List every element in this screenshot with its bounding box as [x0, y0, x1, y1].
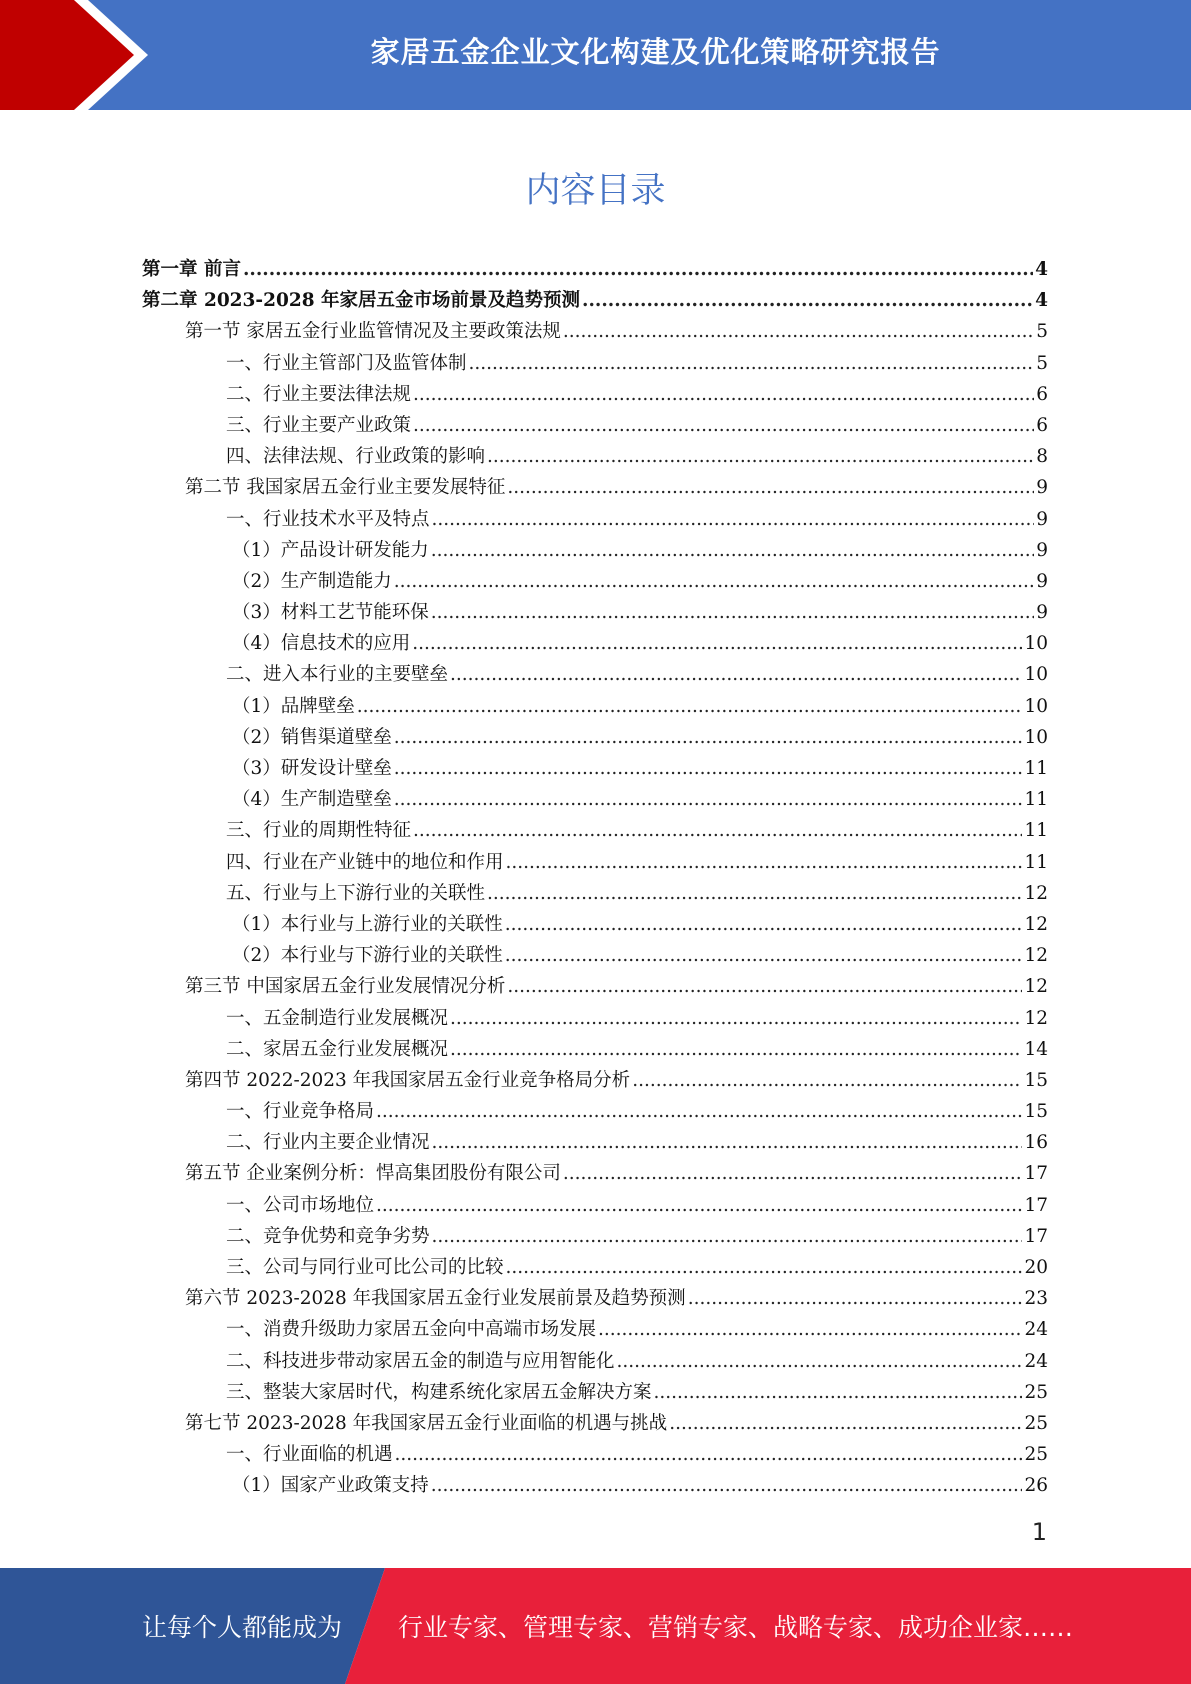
toc-entry-title: 三、行业的周期性特征: [226, 820, 412, 842]
toc-leader-dots: [413, 379, 1034, 410]
toc-leader-dots: [469, 348, 1035, 379]
toc-entry[interactable]: [142, 285, 1048, 316]
toc-entry-title: 第一节 家居五金行业监管情况及主要政策法规: [185, 321, 561, 343]
toc-entry-link[interactable]: [226, 659, 1048, 690]
toc-entry-title: 二、行业内主要企业情况: [226, 1132, 430, 1154]
toc-entry-link[interactable]: [226, 1439, 1048, 1470]
toc-entry-link[interactable]: [232, 691, 1048, 722]
toc-entry[interactable]: [142, 722, 1048, 753]
toc-entry[interactable]: [142, 1034, 1048, 1065]
toc-entry-title: （2）销售渠道壁垒: [232, 726, 392, 748]
toc-entry-link[interactable]: [226, 1377, 1048, 1408]
toc-entry[interactable]: [142, 1252, 1048, 1283]
toc-entry[interactable]: [142, 441, 1048, 472]
toc-entry[interactable]: [142, 597, 1048, 628]
toc-entry[interactable]: [142, 753, 1048, 784]
toc-entry-page: 6: [1036, 414, 1048, 436]
toc-entry-link[interactable]: [142, 285, 1048, 316]
toc-leader-dots: [507, 971, 1022, 1002]
toc-entry-page: 10: [1024, 695, 1048, 717]
toc-entry-title: 二、家居五金行业发展概况: [226, 1038, 449, 1060]
toc-entry-page: 5: [1036, 352, 1048, 374]
toc-entry-page: 16: [1024, 1132, 1048, 1154]
toc-leader-dots: [376, 1096, 1022, 1127]
toc-entry-page: 12: [1024, 1007, 1048, 1029]
header-arrow-decoration: [0, 0, 160, 110]
toc-leader-dots: [450, 1003, 1022, 1034]
toc-entry-link[interactable]: [185, 1283, 1048, 1314]
toc-entry[interactable]: [142, 535, 1048, 566]
toc-entry-page: 4: [1035, 259, 1048, 280]
toc-entry-link[interactable]: [232, 784, 1048, 815]
footer-slogan-left: 让每个人都能成为: [142, 1613, 343, 1642]
toc-entry-link[interactable]: [226, 1314, 1048, 1345]
toc-entry-link[interactable]: [232, 1470, 1048, 1501]
toc-entry-title: 一、消费升级助力家居五金向中高端市场发展: [226, 1319, 597, 1341]
toc-leader-dots: [412, 628, 1022, 659]
toc-entry-page: 25: [1024, 1412, 1048, 1434]
toc-leader-dots: [505, 909, 1023, 940]
toc-entry-title: 四、行业在产业链中的地位和作用: [226, 851, 504, 873]
toc-entry-title: 一、五金制造行业发展概况: [226, 1007, 449, 1029]
footer-slogan-right: 行业专家、管理专家、营销专家、战略专家、成功企业家……: [398, 1613, 1074, 1642]
toc-leader-dots: [632, 1065, 1022, 1096]
toc-entry-page: 15: [1024, 1069, 1048, 1091]
toc-entry-page: 24: [1024, 1319, 1048, 1341]
toc-entry-link[interactable]: [185, 316, 1048, 347]
toc-entry-link[interactable]: [226, 348, 1048, 379]
toc-entry-page: 11: [1024, 820, 1048, 842]
toc-leader-dots: [394, 566, 1034, 597]
toc-entry-link[interactable]: [226, 1096, 1048, 1127]
toc-entry-link[interactable]: [232, 722, 1048, 753]
toc-entry-title: 第二章 2023-2028 年家居五金市场前景及趋势预测: [142, 290, 581, 312]
toc-leader-dots: [505, 940, 1023, 971]
toc-entry-page: 14: [1024, 1038, 1048, 1060]
toc-entry-link[interactable]: [226, 1127, 1048, 1158]
toc-entry[interactable]: [142, 1096, 1048, 1127]
toc-entry-page: 9: [1036, 602, 1048, 624]
toc-leader-dots: [432, 504, 1035, 535]
toc-entry-title: 三、公司与同行业可比公司的比较: [226, 1257, 504, 1278]
toc-entry-link[interactable]: [226, 847, 1048, 878]
toc-leader-dots: [563, 316, 1034, 347]
toc-entry-link[interactable]: [232, 597, 1048, 628]
toc-entry-link[interactable]: [185, 1065, 1048, 1096]
toc-entry-title: （1）本行业与上游行业的关联性: [232, 913, 503, 935]
toc-entry-link[interactable]: [185, 472, 1048, 503]
toc-entry-title: 二、竞争优势和竞争劣势: [226, 1225, 430, 1247]
toc-entry-page: 5: [1036, 321, 1048, 343]
toc-entry-page: 9: [1036, 477, 1048, 499]
toc-entry-page: 6: [1036, 383, 1048, 405]
toc-entry-title: 第二节 我国家居五金行业主要发展特征: [185, 477, 506, 499]
toc-leader-dots: [357, 691, 1023, 722]
toc-entry[interactable]: [142, 379, 1048, 410]
toc-entry[interactable]: [142, 1158, 1048, 1189]
report-title: 家居五金企业文化构建及优化策略研究报告: [370, 34, 941, 69]
toc-entry[interactable]: [142, 971, 1048, 1002]
toc-entry-title: 一、行业竞争格局: [226, 1101, 375, 1123]
toc-entry-link[interactable]: [185, 971, 1048, 1002]
toc-entry[interactable]: [142, 348, 1048, 379]
toc-entry-link[interactable]: [232, 566, 1048, 597]
toc-leader-dots: [563, 1158, 1023, 1189]
toc-leader-dots: [395, 1439, 1023, 1470]
toc-entry-page: 11: [1024, 758, 1048, 779]
toc-leader-dots: [431, 1470, 1023, 1501]
toc-entry-link[interactable]: [226, 441, 1048, 472]
toc-leader-dots: [506, 847, 1023, 878]
toc-entry-link[interactable]: [226, 878, 1048, 909]
toc-entry[interactable]: [142, 878, 1048, 909]
toc-entry-title: 四、法律法规、行业政策的影响: [226, 446, 486, 468]
toc-entry-link[interactable]: [226, 504, 1048, 535]
toc-leader-dots: [506, 1252, 1023, 1283]
toc-entry[interactable]: [142, 254, 1048, 285]
toc-leader-dots: [450, 1034, 1022, 1065]
toc-entry-title: （2）生产制造能力: [232, 570, 392, 592]
toc-entry-link[interactable]: [226, 379, 1048, 410]
toc-entry-title: 第一章 前言: [142, 259, 241, 280]
toc-entry[interactable]: [142, 784, 1048, 815]
toc-entry-title: （1）产品设计研发能力: [232, 539, 429, 561]
toc-entry-title: 三、整装大家居时代，构建系统化家居五金解决方案: [226, 1381, 652, 1403]
toc-heading: 内容目录: [525, 171, 666, 211]
toc-entry-page: 12: [1024, 945, 1048, 967]
toc-entry[interactable]: [142, 1439, 1048, 1470]
toc-entry-link[interactable]: [226, 815, 1048, 846]
toc-entry-page: 12: [1024, 976, 1048, 998]
toc-entry-link[interactable]: [185, 1408, 1048, 1439]
toc-entry[interactable]: [142, 628, 1048, 659]
toc-entry-title: 第五节 企业案例分析：悍高集团股份有限公司: [185, 1163, 561, 1185]
toc-entry-title: 第三节 中国家居五金行业发展情况分析: [185, 976, 506, 998]
toc-entry-page: 8: [1036, 446, 1048, 468]
page-number: 1: [1031, 1518, 1047, 1546]
toc-entry-page: 17: [1024, 1194, 1048, 1216]
toc-entry[interactable]: [142, 940, 1048, 971]
toc-leader-dots: [432, 1221, 1023, 1252]
toc-entry[interactable]: [142, 1314, 1048, 1345]
toc-entry[interactable]: [142, 659, 1048, 690]
toc-entry[interactable]: [142, 1127, 1048, 1158]
toc-leader-dots: [394, 753, 1023, 784]
toc-entry-link[interactable]: [226, 1346, 1048, 1377]
footer-banner: [0, 1568, 1191, 1684]
toc-leader-dots: [413, 815, 1022, 846]
toc-entry-page: 23: [1024, 1288, 1048, 1310]
header-banner: [0, 0, 1191, 110]
toc-entry[interactable]: [142, 1408, 1048, 1439]
toc-entry[interactable]: [142, 410, 1048, 441]
toc-leader-dots: [654, 1377, 1023, 1408]
toc-entry-page: 25: [1024, 1381, 1048, 1403]
toc-entry-title: 一、行业主管部门及监管体制: [226, 352, 467, 374]
toc-entry-page: 24: [1024, 1350, 1048, 1372]
toc-entry[interactable]: [142, 1065, 1048, 1096]
toc-entry-page: 11: [1024, 851, 1048, 873]
toc-leader-dots: [394, 722, 1023, 753]
toc-entry-title: （3）材料工艺节能环保: [232, 602, 429, 624]
toc-leader-dots: [431, 597, 1034, 628]
toc-entry[interactable]: [142, 566, 1048, 597]
toc-leader-dots: [413, 410, 1034, 441]
toc-entry[interactable]: [142, 1346, 1048, 1377]
toc-entry-title: 第七节 2023-2028 年我国家居五金行业面临的机遇与挑战: [185, 1412, 668, 1434]
toc-entry-link[interactable]: [232, 628, 1048, 659]
toc-entry-page: 17: [1024, 1225, 1048, 1247]
toc-entry-title: （3）研发设计壁垒: [232, 758, 392, 779]
toc-entry[interactable]: [142, 1190, 1048, 1221]
toc-entry-link[interactable]: [226, 1034, 1048, 1065]
toc-entry[interactable]: [142, 1470, 1048, 1501]
toc-entry[interactable]: [142, 1283, 1048, 1314]
toc-entry[interactable]: [142, 316, 1048, 347]
toc-leader-dots: [507, 472, 1034, 503]
toc-entry[interactable]: [142, 1377, 1048, 1408]
toc-leader-dots: [376, 1190, 1022, 1221]
toc-entry-title: 一、行业面临的机遇: [226, 1444, 393, 1466]
toc-entry-page: 20: [1024, 1257, 1048, 1278]
toc-entry[interactable]: [142, 1221, 1048, 1252]
toc-entry-title: 第四节 2022-2023 年我国家居五金行业竞争格局分析: [185, 1069, 631, 1091]
toc-entry-link[interactable]: [226, 1221, 1048, 1252]
toc-entry-page: 12: [1024, 913, 1048, 935]
toc-entry-page: 26: [1024, 1475, 1048, 1497]
toc-entry-page: 9: [1036, 539, 1048, 561]
toc-entry-page: 10: [1024, 726, 1048, 748]
toc-leader-dots: [487, 878, 1022, 909]
toc-entry-link[interactable]: [232, 535, 1048, 566]
toc-entry-page: 12: [1024, 882, 1048, 904]
toc-entry-title: （4）信息技术的应用: [232, 633, 411, 655]
toc-leader-dots: [432, 1127, 1023, 1158]
toc-entry-link[interactable]: [226, 1003, 1048, 1034]
toc-entry-link[interactable]: [185, 1158, 1048, 1189]
toc-entry-title: 五、行业与上下游行业的关联性: [226, 882, 486, 904]
toc-entry-title: （1）品牌壁垒: [232, 695, 355, 717]
toc-entry[interactable]: [142, 847, 1048, 878]
toc-entry-title: 一、行业技术水平及特点: [226, 508, 430, 530]
toc-entry-link[interactable]: [226, 410, 1048, 441]
toc-entry-page: 9: [1036, 570, 1048, 592]
table-of-contents: [142, 254, 1048, 1502]
toc-leader-dots: [688, 1283, 1023, 1314]
toc-entry[interactable]: [142, 504, 1048, 535]
toc-entry-link[interactable]: [226, 1252, 1048, 1283]
toc-entry[interactable]: [142, 1003, 1048, 1034]
toc-leader-dots: [582, 285, 1033, 316]
toc-leader-dots: [598, 1314, 1022, 1345]
toc-entry-page: 9: [1036, 508, 1048, 530]
toc-entry-title: （4）生产制造壁垒: [232, 789, 392, 811]
toc-entry-title: 二、科技进步带动家居五金的制造与应用智能化: [226, 1350, 615, 1372]
toc-entry-title: 二、行业主要法律法规: [226, 383, 412, 405]
toc-leader-dots: [617, 1346, 1023, 1377]
toc-entry-page: 10: [1024, 664, 1048, 686]
toc-entry-title: （1）国家产业政策支持: [232, 1475, 429, 1497]
toc-entry-page: 17: [1024, 1163, 1048, 1185]
toc-leader-dots: [394, 784, 1023, 815]
toc-entry-title: 二、进入本行业的主要壁垒: [226, 664, 449, 686]
toc-entry-title: 第六节 2023-2028 年我国家居五金行业发展前景及趋势预测: [185, 1288, 686, 1310]
toc-entry-title: （2）本行业与下游行业的关联性: [232, 945, 503, 967]
toc-entry-link[interactable]: [232, 753, 1048, 784]
toc-entry-page: 10: [1024, 633, 1048, 655]
toc-entry-title: 一、公司市场地位: [226, 1194, 375, 1216]
toc-entry[interactable]: [142, 909, 1048, 940]
toc-entry-page: 11: [1024, 789, 1048, 811]
toc-entry-page: 4: [1035, 290, 1048, 312]
toc-entry-link[interactable]: [232, 909, 1048, 940]
toc-entry-title: 三、行业主要产业政策: [226, 414, 412, 436]
toc-leader-dots: [487, 441, 1034, 472]
toc-entry-link[interactable]: [226, 1190, 1048, 1221]
toc-entry[interactable]: [142, 472, 1048, 503]
toc-entry-page: 25: [1024, 1444, 1048, 1466]
toc-entry-link[interactable]: [142, 254, 1048, 285]
toc-leader-dots: [450, 659, 1022, 690]
toc-entry-link[interactable]: [232, 940, 1048, 971]
toc-leader-dots: [669, 1408, 1022, 1439]
toc-entry[interactable]: [142, 691, 1048, 722]
toc-leader-dots: [243, 254, 1033, 285]
toc-entry-page: 15: [1024, 1101, 1048, 1123]
toc-entry[interactable]: [142, 815, 1048, 846]
toc-leader-dots: [431, 535, 1034, 566]
